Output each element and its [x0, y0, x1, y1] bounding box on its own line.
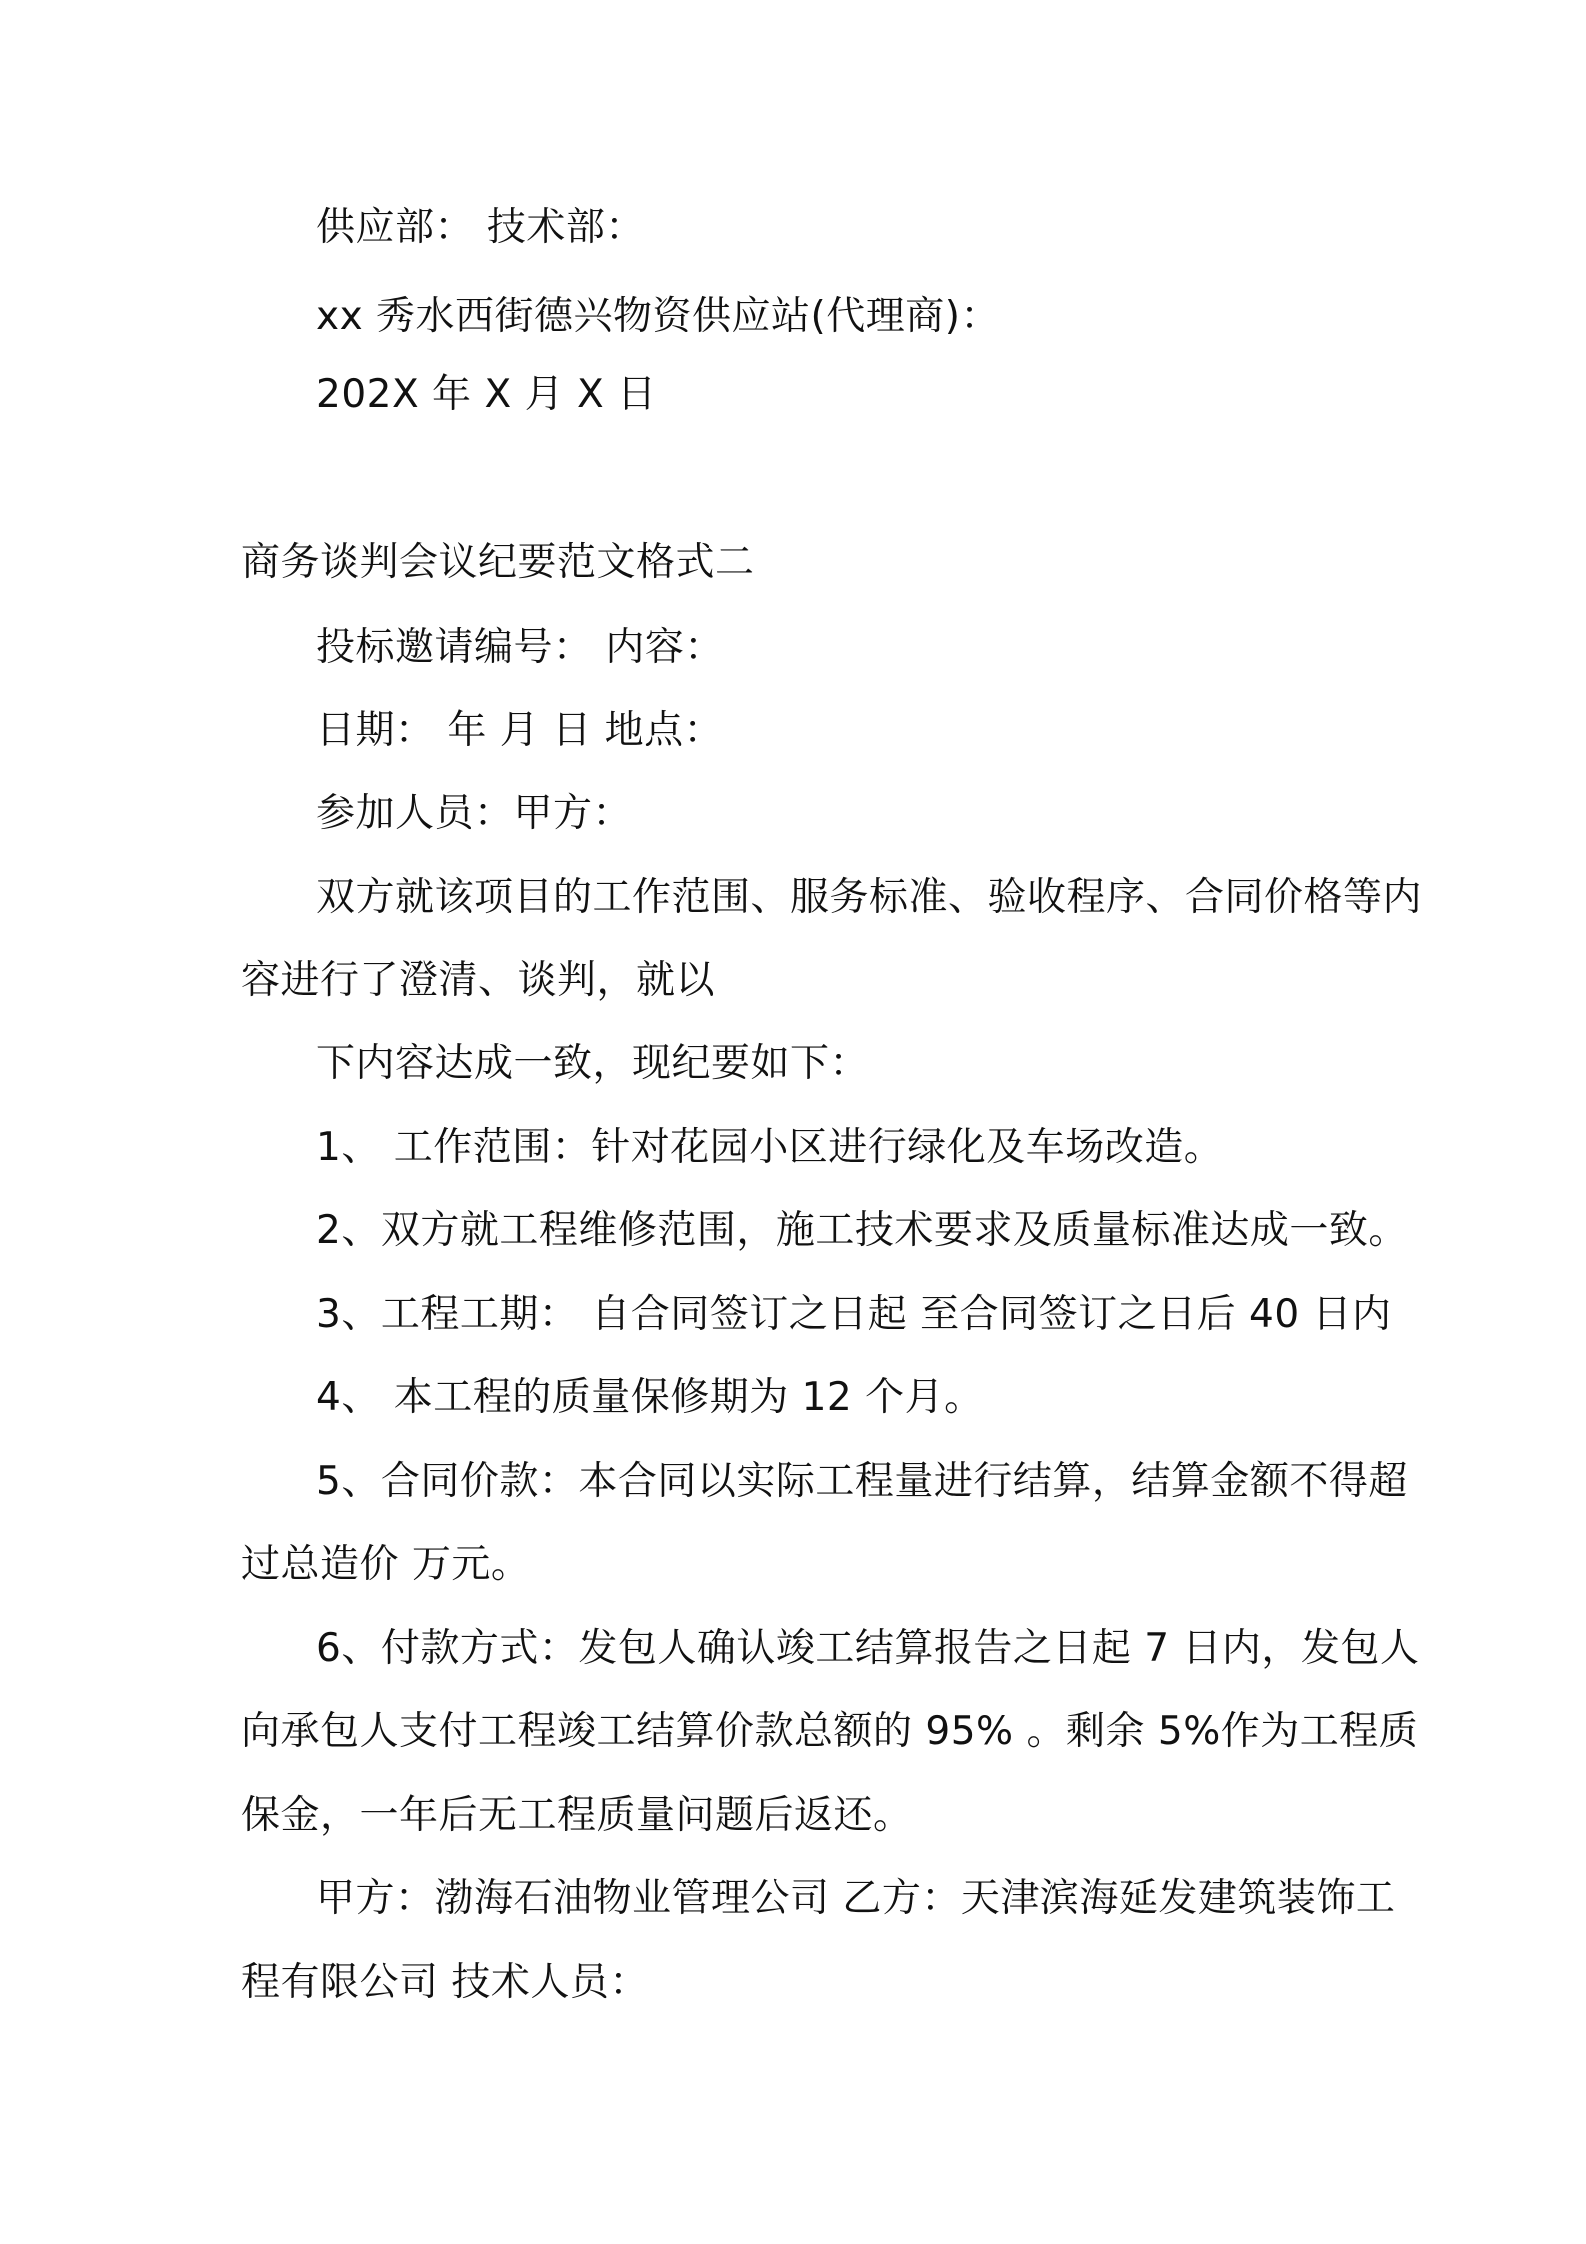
- list-item-1: 1、 工作范围：针对花园小区进行绿化及车场改造。: [316, 1125, 1224, 1170]
- agent-line: xx 秀水西街德兴物资供应站(代理商)：: [316, 294, 1000, 339]
- intro-paragraph-line-2: 容进行了澄清、谈判，就以: [241, 958, 716, 1003]
- departments-line: 供应部： 技术部：: [316, 205, 645, 250]
- date-signature-line: 202X 年 X 月 X 日: [316, 372, 657, 417]
- parties-line-2: 程有限公司 技术人员：: [241, 1960, 649, 2005]
- list-item-5-line-1: 5、合同价款：本合同以实际工程量进行结算，结算金额不得超: [316, 1459, 1408, 1504]
- bid-number-line: 投标邀请编号： 内容：: [316, 625, 724, 670]
- list-item-6-line-1: 6、付款方式：发包人确认竣工结算报告之日起 7 日内，发包人: [316, 1626, 1420, 1671]
- parties-line-1: 甲方：渤海石油物业管理公司 乙方：天津滨海延发建筑装饰工: [316, 1876, 1396, 1921]
- section-title: 商务谈判会议纪要范文格式二: [241, 540, 755, 585]
- participants-line: 参加人员：甲方：: [316, 791, 633, 836]
- meeting-date-line: 日期： 年 月 日 地点：: [316, 708, 724, 753]
- list-item-5-line-2: 过总造价 万元。: [241, 1542, 531, 1587]
- list-item-6-line-2: 向承包人支付工程竣工结算价款总额的 95% 。剩余 5%作为工程质: [241, 1709, 1419, 1754]
- intro-paragraph-line-1: 双方就该项目的工作范围、服务标准、验收程序、合同价格等内: [316, 875, 1423, 920]
- list-item-4: 4、 本工程的质量保修期为 12 个月。: [316, 1375, 984, 1420]
- list-item-6-line-3: 保金，一年后无工程质量问题后返还。: [241, 1793, 913, 1838]
- intro-paragraph-line-3: 下内容达成一致，现纪要如下：: [316, 1041, 870, 1086]
- list-item-3: 3、工程工期： 自合同签订之日起 至合同签订之日后 40 日内: [316, 1292, 1392, 1337]
- list-item-2: 2、双方就工程维修范围，施工技术要求及质量标准达成一致。: [316, 1208, 1408, 1253]
